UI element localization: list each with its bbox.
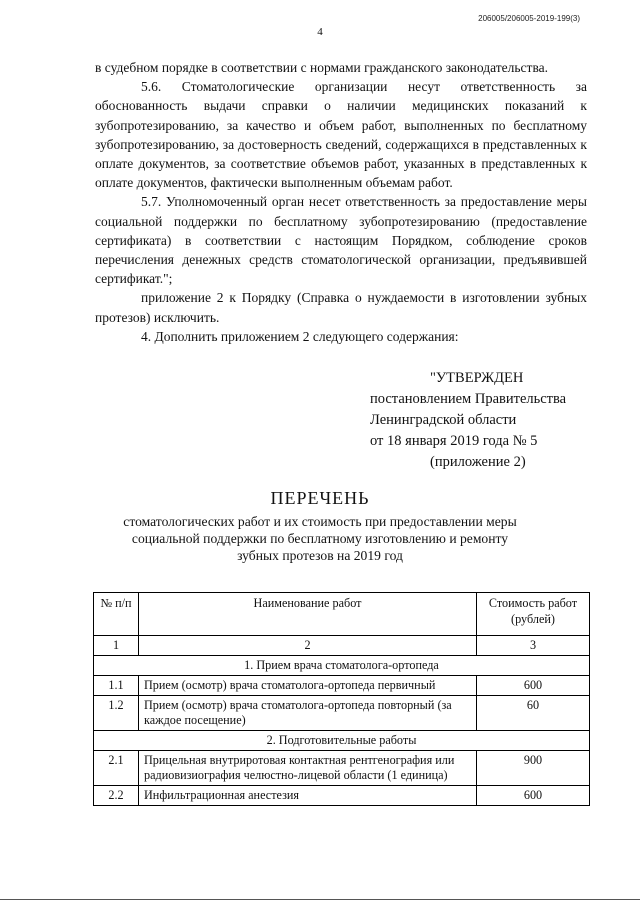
approval-line: Ленинградской области: [370, 412, 517, 428]
section-title: 2. Подготовительные работы: [94, 731, 590, 751]
header-name: Наименование работ: [139, 593, 477, 636]
section-title: 1. Прием врача стоматолога-ортопеда: [94, 656, 590, 676]
section-row: [94, 731, 590, 751]
approval-line: от 18 января 2019 года № 5: [370, 433, 538, 449]
document-title: ПЕРЕЧЕНЬ: [270, 488, 370, 508]
table-row: [94, 786, 590, 806]
row-name: Прицельная внутриротовая контактная рентгенография или радиовизиография челюстно-лицевой области (1 единица): [139, 751, 477, 786]
header-cost: Стоимость работ (рублей): [477, 593, 590, 636]
row-name: Инфильтрационная анестезия: [139, 786, 477, 806]
header-num: № п/п: [94, 593, 139, 636]
row-name: Прием (осмотр) врача стоматолога-ортопеда первичный: [139, 676, 477, 696]
table-row: [94, 751, 590, 786]
row-num: 1.2: [94, 696, 139, 731]
row-num: 2.1: [94, 751, 139, 786]
price-table: [93, 592, 590, 806]
paragraph: 5.6. Стоматологические организации несут ответственность за обоснованность выдачи справки о наличии медицинских показаний к зубопротезированию, за качество и объем работ, выполненных по бесплатному зубопротезированию, за достоверность сведений, содержащихся в представленных к оплате документов, за соответствие объемов работ, указанных в представленных к оплате документов, фактически выполненным объемам работ.: [95, 79, 587, 191]
col-number: 2: [139, 636, 477, 656]
paragraph: 5.7. Уполномоченный орган несет ответственность за предоставление меры социальной поддержки по бесплатному зубопротезированию (предоставление сертификата) в соответствии с настоящим Порядком, соблюдение сроков перечисления денежных средств стоматологической организации, предъявившей сертификат.";: [95, 194, 587, 287]
paragraph: 4. Дополнить приложением 2 следующего содержания:: [141, 328, 459, 344]
row-name: Прием (осмотр) врача стоматолога-ортопеда повторный (за каждое посещение): [139, 696, 477, 731]
page-edge-line: [0, 899, 640, 900]
column-number-row: [94, 636, 590, 656]
body-text: [95, 58, 587, 346]
approval-line: постановлением Правительства: [370, 391, 567, 407]
paragraph: приложение 2 к Порядку (Справка о нуждаемости в изготовлении зубных протезов) исключить.: [95, 290, 587, 325]
col-number: 3: [477, 636, 590, 656]
table-header-row: [94, 593, 590, 636]
document-id: 206005/206005-2019-199(3): [478, 14, 580, 23]
table-row: [94, 696, 590, 731]
row-num: 2.2: [94, 786, 139, 806]
row-cost: 900: [477, 751, 590, 786]
row-cost: 600: [477, 676, 590, 696]
approval-block: [370, 368, 620, 473]
table-row: [94, 676, 590, 696]
approval-line: (приложение 2): [430, 454, 526, 470]
document-subtitle: стоматологических работ и их стоимость при предоставлении меры социальной поддержки по бесплатному изготовлению и ремонту зубных протезов на 2019 год: [123, 514, 517, 563]
row-cost: 60: [477, 696, 590, 731]
col-number: 1: [94, 636, 139, 656]
page-number: 4: [317, 26, 323, 38]
row-num: 1.1: [94, 676, 139, 696]
row-cost: 600: [477, 786, 590, 806]
approval-line: "УТВЕРЖДЕН: [430, 370, 524, 386]
paragraph: в судебном порядке в соответствии с нормами гражданского законодательства.: [95, 60, 549, 75]
section-row: [94, 656, 590, 676]
